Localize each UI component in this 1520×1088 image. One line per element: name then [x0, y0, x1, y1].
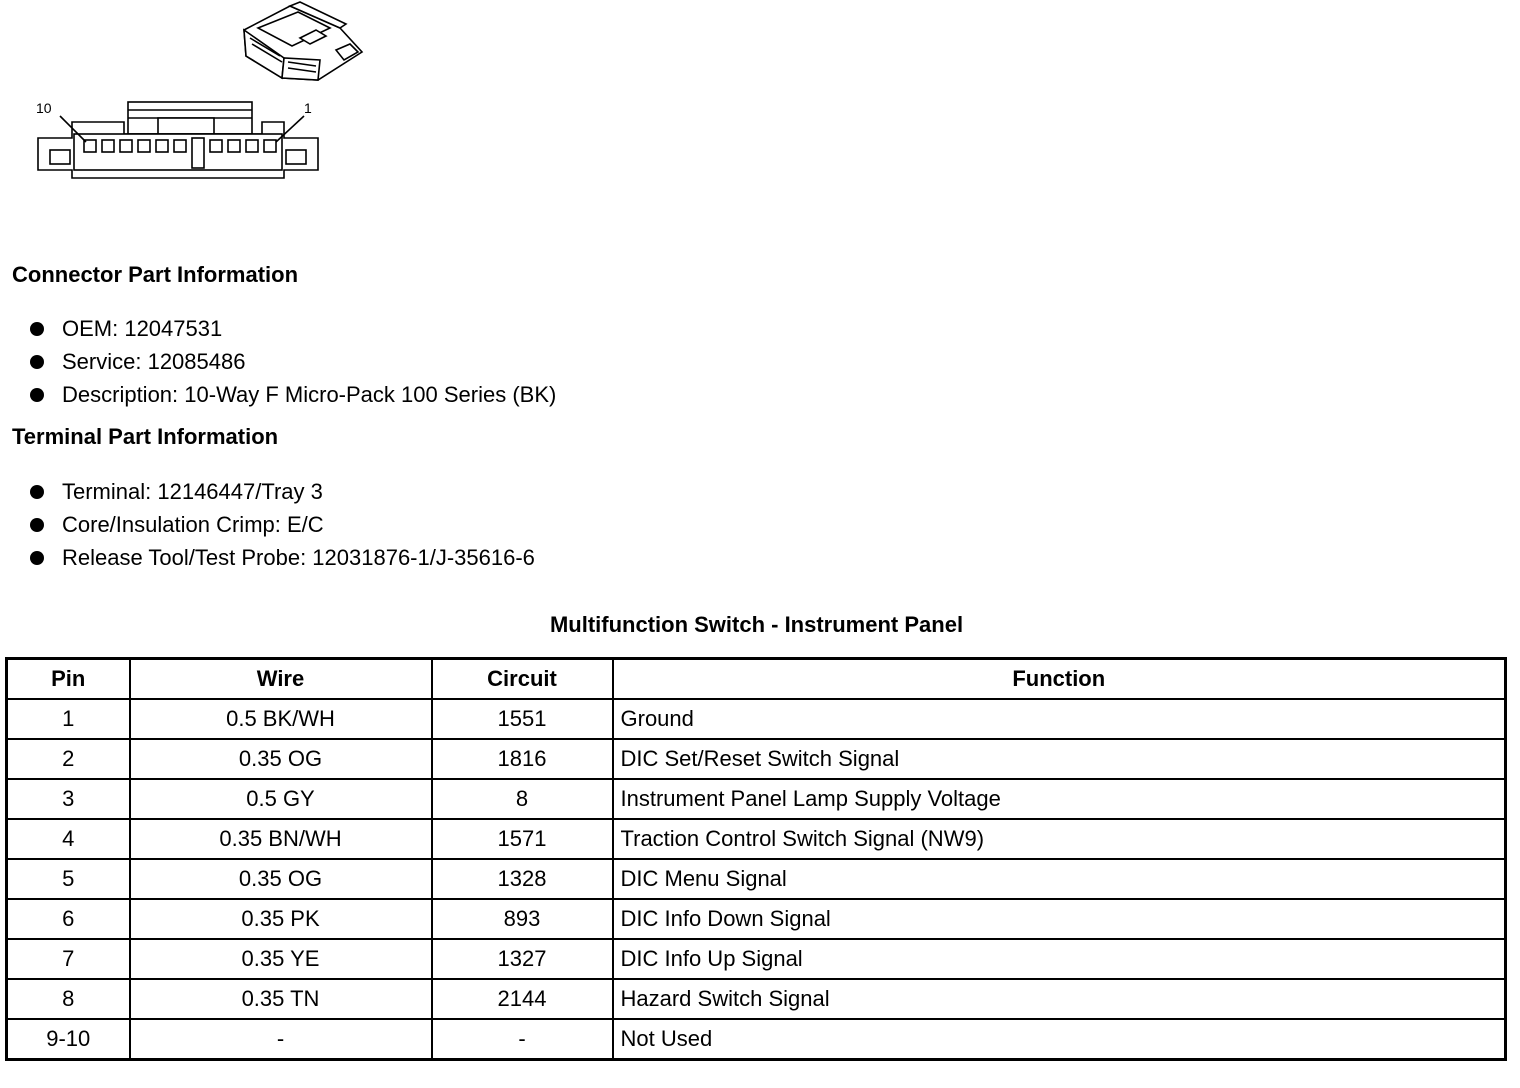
connector-info-list — [28, 312, 556, 411]
function-cell: Traction Control Switch Signal (NW9) — [613, 819, 1506, 859]
table-body — [7, 699, 1506, 1060]
terminal-info-terminal: Terminal: 12146447/Tray 3 — [62, 479, 323, 504]
wire-cell: - — [130, 1019, 432, 1060]
connector-illustration — [0, 0, 380, 200]
function-cell: DIC Menu Signal — [613, 859, 1506, 899]
circuit-cell: 1571 — [432, 819, 613, 859]
connector-info-heading: Connector Part Information — [12, 262, 299, 287]
connector-info-description: Description: 10-Way F Micro-Pack 100 Series (BK) — [62, 382, 557, 407]
list-item — [28, 345, 556, 378]
circuit-cell: 2144 — [432, 979, 613, 1019]
pin-cell: 9-10 — [7, 1019, 130, 1060]
function-cell: DIC Set/Reset Switch Signal — [613, 739, 1506, 779]
table-row — [7, 859, 1506, 899]
table-row — [7, 979, 1506, 1019]
pin-cell: 4 — [7, 819, 130, 859]
wire-cell: 0.35 YE — [130, 939, 432, 979]
bullet-icon — [30, 485, 44, 499]
pin-cell: 8 — [7, 979, 130, 1019]
table-row — [7, 819, 1506, 859]
function-cell: DIC Info Up Signal — [613, 939, 1506, 979]
connector-drawing — [0, 0, 380, 200]
pin-cell: 1 — [7, 699, 130, 739]
pin-10-label: 10 — [36, 100, 52, 116]
pin-1-label: 1 — [304, 100, 312, 116]
function-cell: DIC Info Down Signal — [613, 899, 1506, 939]
function-cell: Hazard Switch Signal — [613, 979, 1506, 1019]
header-circuit: Circuit — [432, 659, 613, 700]
table-row — [7, 699, 1506, 739]
terminal-info-crimp: Core/Insulation Crimp: E/C — [62, 512, 324, 537]
circuit-cell: 1551 — [432, 699, 613, 739]
wire-cell: 0.35 OG — [130, 739, 432, 779]
table-row — [7, 899, 1506, 939]
connector-face-view — [38, 102, 318, 178]
wire-cell: 0.35 PK — [130, 899, 432, 939]
wire-cell: 0.5 GY — [130, 779, 432, 819]
connector-info-service: Service: 12085486 — [62, 349, 246, 374]
terminal-info-release-tool: Release Tool/Test Probe: 12031876-1/J-35616-6 — [62, 545, 535, 570]
pin-cell: 7 — [7, 939, 130, 979]
pin-cell: 2 — [7, 739, 130, 779]
table-row — [7, 779, 1506, 819]
pinout-table — [5, 657, 1507, 1061]
connector-iso-view — [244, 2, 362, 80]
wire-cell: 0.35 TN — [130, 979, 432, 1019]
terminal-info-list — [28, 475, 535, 574]
pin-cell: 3 — [7, 779, 130, 819]
function-cell: Instrument Panel Lamp Supply Voltage — [613, 779, 1506, 819]
bullet-icon — [30, 551, 44, 565]
table-row — [7, 939, 1506, 979]
list-item — [28, 475, 535, 508]
circuit-cell: 1327 — [432, 939, 613, 979]
table-row — [7, 1019, 1506, 1060]
wire-cell: 0.35 BN/WH — [130, 819, 432, 859]
circuit-cell: 893 — [432, 899, 613, 939]
connector-info-oem: OEM: 12047531 — [62, 316, 223, 341]
list-item — [28, 508, 535, 541]
function-cell: Ground — [613, 699, 1506, 739]
terminal-info-heading: Terminal Part Information — [12, 424, 279, 449]
circuit-cell: 1816 — [432, 739, 613, 779]
pin-cell: 5 — [7, 859, 130, 899]
wire-cell: 0.35 OG — [130, 859, 432, 899]
list-item — [28, 541, 535, 574]
table-header-row — [7, 659, 1506, 700]
bullet-icon — [30, 355, 44, 369]
circuit-cell: - — [432, 1019, 613, 1060]
table-row — [7, 739, 1506, 779]
table-title: Multifunction Switch - Instrument Panel — [549, 612, 964, 637]
circuit-cell: 1328 — [432, 859, 613, 899]
header-pin: Pin — [7, 659, 130, 700]
pin-cell: 6 — [7, 899, 130, 939]
bullet-icon — [30, 518, 44, 532]
header-function: Function — [613, 659, 1506, 700]
header-wire: Wire — [130, 659, 432, 700]
bullet-icon — [30, 388, 44, 402]
function-cell: Not Used — [613, 1019, 1506, 1060]
circuit-cell: 8 — [432, 779, 613, 819]
bullet-icon — [30, 322, 44, 336]
wire-cell: 0.5 BK/WH — [130, 699, 432, 739]
list-item — [28, 378, 556, 411]
list-item — [28, 312, 556, 345]
